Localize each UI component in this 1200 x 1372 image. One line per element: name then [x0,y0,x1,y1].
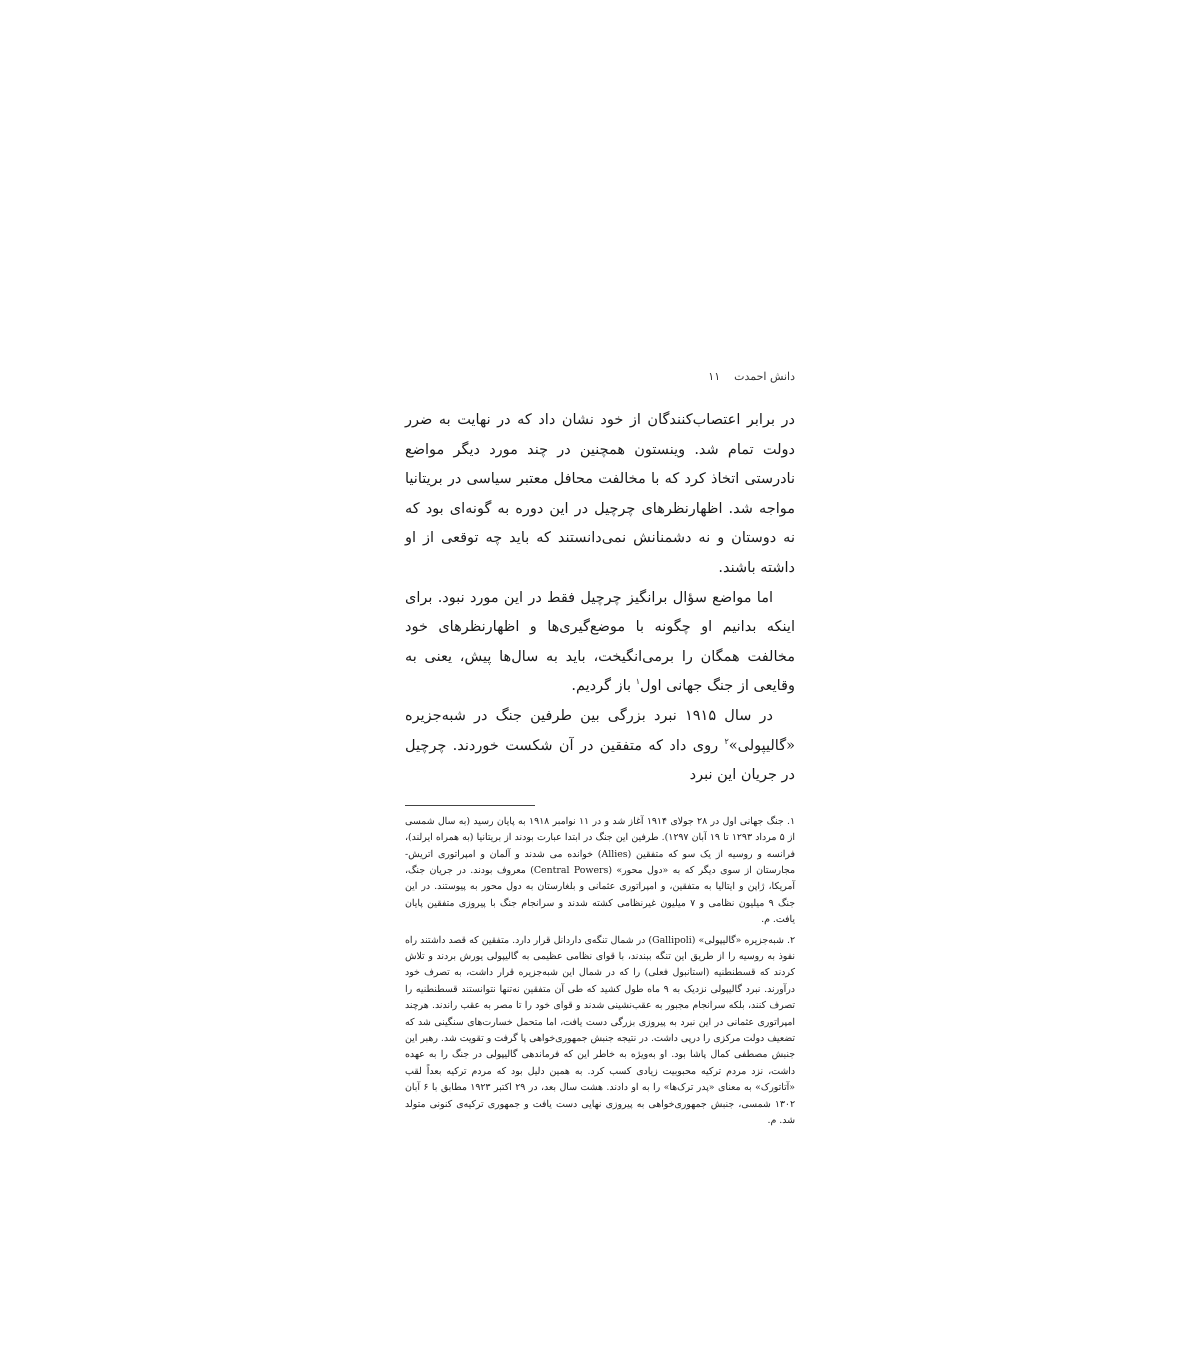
footnote: ۱. جنگ جهانی اول در ۲۸ جولای ۱۹۱۴ آغاز شد و در ۱۱ نوامبر ۱۹۱۸ به پایان رسید (به سال شمسی از ۵ مرداد ۱۲۹۳ تا ۱۹ آبان ۱۲۹۷). طرفین این جنگ در ابتدا عبارت بودند از بریتانیا (به همراه ایرلند)، فرانسه و روسیه از یک سو که متفقین (Allies) خوانده می شدند و آلمان و امپراتوری اتریش-مجارستان از سوی دیگر که به «دول محور» (Central Powers) معروف بودند. در جریان جنگ، آمریکا، ژاپن و ایتالیا به متفقین، و امپراتوری عثمانی و بلغارستان به دول محور به پیوستند. در این جنگ ۹ میلیون نظامی و ۷ میلیون غیرنظامی کشته شدند و سرانجام جنگ با پیروزی متفقین پایان یافت. م. [405,815,796,926]
footnote: ۲. شبه‌جزیره «گالیپولی» (Gallipoli) در شمال تنگه‌ی داردانل قرار دارد. متفقین که قصد داشتند راه نفوذ به روسیه را از طریق این تنگه ببندند، با قوای نظامی عظیمی به گالیپولی یورش بردند و تلاش کردند که قسطنطنیه (استانبول فعلی) را که در شمال این شبه‌جزیره قرار داشت، به تصرف خود درآورند. نبرد گالیپولی نزدیک به ۹ ماه طول کشید که طی آن متفقین نه‌تنها نتوانستند قسطنطنیه را تصرف کنند، بلکه سرانجام مجبور به عقب‌نشینی شدند و قوای خود را تا مصر به عقب راندند. هرچند امپراتوری عثمانی در این نبرد به پیروزی بزرگی دست یافت، اما متحمل خسارت‌های سنگینی شد که تضعیف دولت مرکزی را درپی داشت. در نتیجه جنبش جمهوری‌خواهی پا گرفت و تقویت شد. رهبر این جنبش مصطفی کمال پاشا بود. او به‌ویژه به خاطر این که فرماندهی گالیپولی در جنگ را به عهده داشت، نزد مردم ترکیه محبوبیت زیادی کسب کرد. به همین دلیل بود که مردم ترکیه بعداً لقب «آتاتورک» به معنای «پدر ترک‌ها» را به او دادند. هشت سال بعد، در ۲۹ اکتبر ۱۹۲۳ مطابق با ۶ آبان ۱۳۰۲ شمسی، جنبش جمهوری‌خواهی به پیروزی نهایی دست یافت و جمهوری ترکیه‌ی کنونی متولد شد. م. [405,934,796,1127]
paragraph [405,584,795,702]
page-number: ۱۱ [708,370,721,383]
footnote-marker[interactable]: ۲ [724,736,729,746]
book-page [405,370,795,1133]
paragraph-text: اما مواضع سؤال برانگیز چرچیل فقط در این مورد نبود. برای اینکه بدانیم او چگونه با موضع‌گیری‌ها و اظهارنظرهای خود مخالفت همگان را برمی‌انگیخت، باید به سال‌ها پیش، یعنی به وقایعی از جنگ جهانی اول [405,589,795,695]
paragraph-text: در برابر اعتصاب‌کنندگان از خود نشان داد که در نهایت به ضرر دولت تمام شد. وینستون همچنین در چند مورد دیگر مواضع نادرستی اتخاذ کرد که با مخالفت محافل معتبر سیاسی در بریتانیا مواجه شد. اظهارنظرهای چرچیل در این دوره به گونه‌ای بود که نه دوستان و نه دشمنانش نمی‌دانستند که باید چه توقعی از او داشته باشند. [405,412,795,576]
running-head [405,370,795,390]
running-head-title: دانش احمدت [734,370,795,383]
paragraph-tail: روی داد که متفقین در آن شکست خوردند. چرچیل در جریان این نبرد [405,737,795,784]
paragraph-tail: باز گردیم. [571,678,636,695]
footnotes [405,814,795,1130]
body-text [405,406,795,791]
footnote-divider [405,805,535,806]
paragraph [405,702,795,791]
footnote-marker[interactable]: ۱ [635,677,640,687]
paragraph-text: در سال ۱۹۱۵ نبرد بزرگی بین طرفین جنگ در شبه‌جزیره «گالیپولی» [405,707,795,754]
paragraph [405,406,795,584]
